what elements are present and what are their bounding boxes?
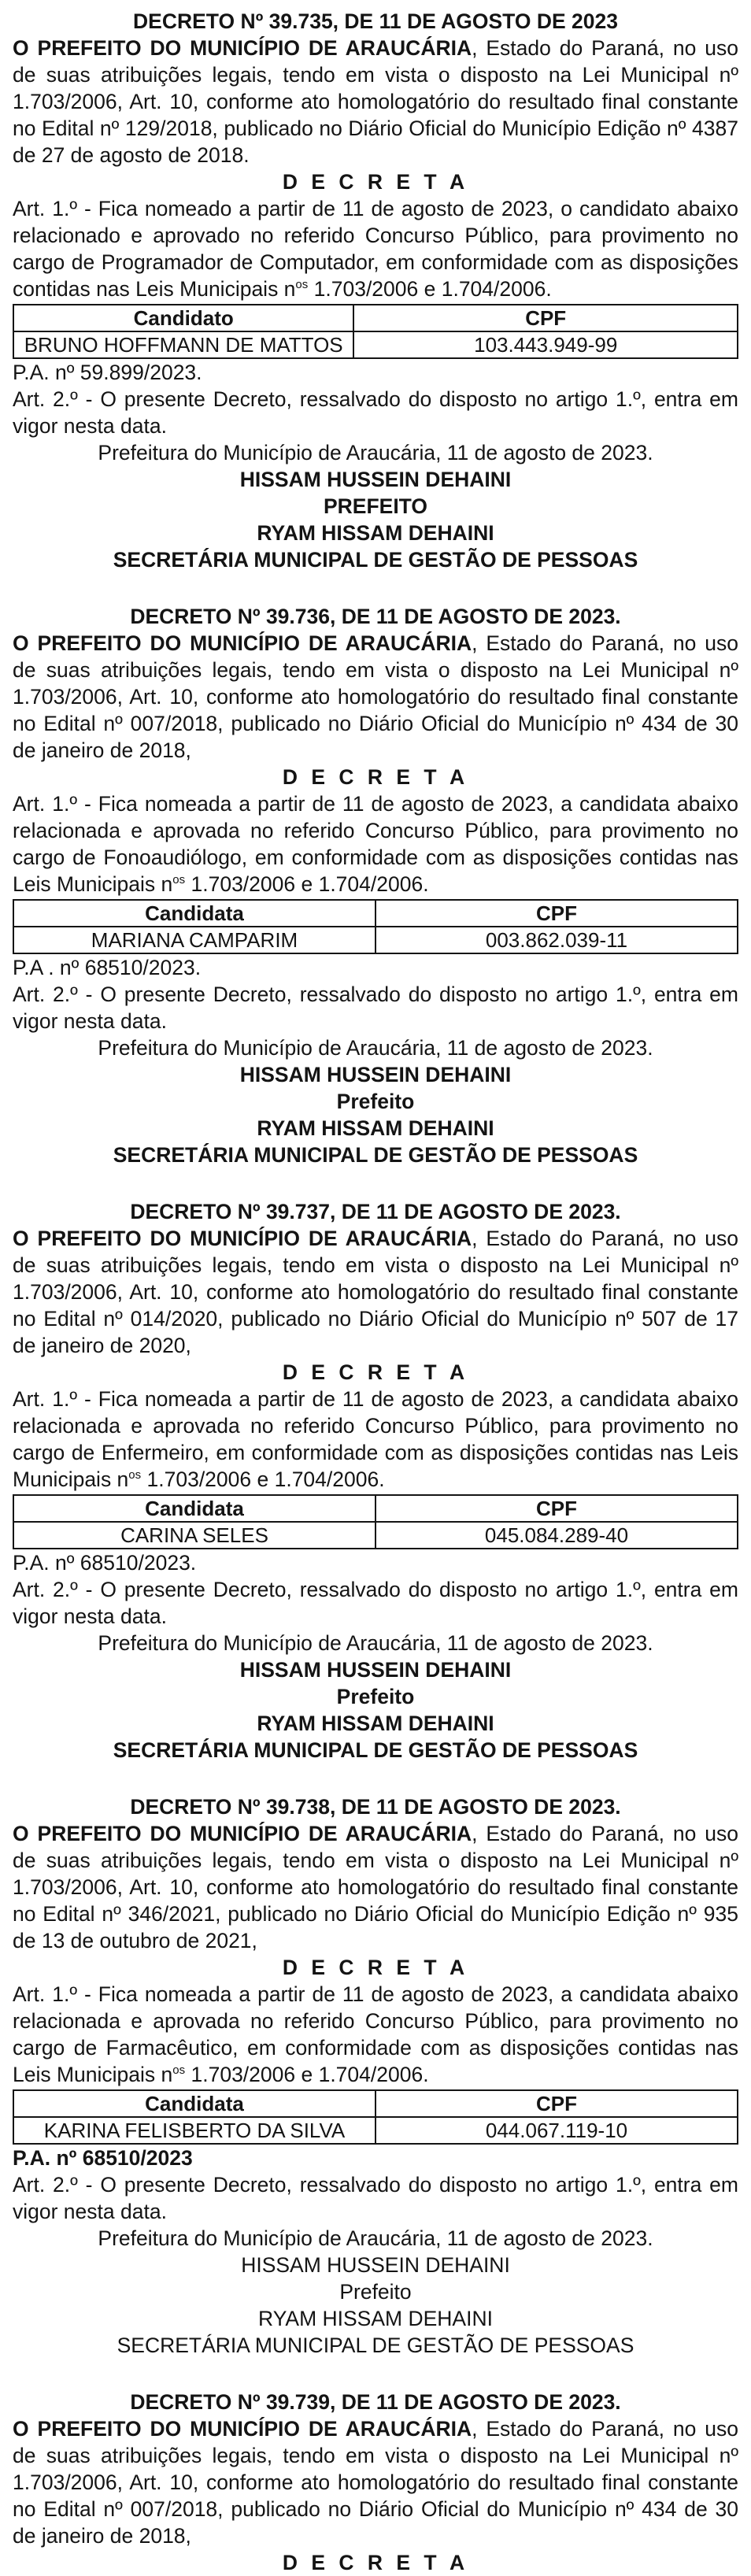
article-2: Art. 2.º - O presente Decreto, ressalvado do disposto no artigo 1.º, entra em vigor nesta data. <box>13 1578 738 1628</box>
article-2: Art. 2.º - O presente Decreto, ressalvado do disposto no artigo 1.º, entra em vigor nesta data. <box>13 983 738 1033</box>
decree-preamble <box>13 1225 738 1359</box>
preamble-text: , Estado do Paraná, no uso de suas atribuições legais, tendo em vista o disposto na Lei Municipal nº 1.703/2006, Art. 10, conforme ato homologatório do resultado final constante no Edital nº 007/2018, publicado no Diário Oficial do Município nº 434 de 30 de janeiro de 2018, <box>13 631 738 762</box>
col-name-header: Candidato <box>13 305 353 331</box>
table-row <box>13 2117 738 2144</box>
decreta-heading: D E C R E T A <box>282 1360 469 1384</box>
table-header-row <box>13 305 738 331</box>
signatory-mayor-role: Prefeito <box>339 2280 412 2304</box>
preamble-authority: O PREFEITO DO MUNICÍPIO DE ARAUCÁRIA <box>13 631 472 655</box>
signatory-secretary: RYAM HISSAM DEHAINI <box>258 2307 493 2330</box>
table-header-row <box>13 900 738 927</box>
decree-39736 <box>13 603 738 1168</box>
article-1-end: 1.703/2006 e 1.704/2006. <box>185 872 429 896</box>
place-date: Prefeitura do Município de Araucária, 11 de agosto de 2023. <box>98 1036 653 1060</box>
decree-title: DECRETO Nº 39.738, DE 11 DE AGOSTO DE 2023. <box>130 1795 621 1819</box>
place-date: Prefeitura do Município de Araucária, 11 de agosto de 2023. <box>98 1631 653 1655</box>
article-1-end: 1.703/2006 e 1.704/2006. <box>308 277 552 301</box>
col-name-header: Candidata <box>13 2090 376 2117</box>
col-cpf-header: CPF <box>376 2090 738 2117</box>
table-row <box>13 331 738 358</box>
decree-39735 <box>13 8 738 573</box>
appointee-cpf: 003.862.039-11 <box>376 927 738 953</box>
appointee-table <box>13 304 738 359</box>
process-number: P.A . nº 68510/2023. <box>13 956 202 979</box>
decreta-heading: D E C R E T A <box>282 1956 469 1979</box>
article-1 <box>13 1386 738 1493</box>
article-1-text: Art. 1.º - Fica nomeado a partir de 11 de agosto de 2023, o candidato abaixo relacionado e aprovado no referido Concurso Público, para provimento no cargo de Programador de Computador, em conformidade com as disposições contidas nas Leis Municipais n <box>13 197 738 301</box>
article-1-sup: os <box>172 2063 186 2078</box>
decree-preamble <box>13 35 738 168</box>
preamble-authority: O PREFEITO DO MUNICÍPIO DE ARAUCÁRIA <box>13 1227 472 1250</box>
appointee-table <box>13 899 738 954</box>
signatory-secretary: RYAM HISSAM DEHAINI <box>257 1712 494 1735</box>
article-1-sup: os <box>172 873 186 887</box>
spacer <box>13 1168 738 1198</box>
decree-preamble <box>13 1820 738 1954</box>
decree-39737 <box>13 1198 738 1764</box>
signatory-mayor: HISSAM HUSSEIN DEHAINI <box>241 2253 510 2277</box>
appointee-name: BRUNO HOFFMANN DE MATTOS <box>13 331 353 358</box>
signatory-mayor: HISSAM HUSSEIN DEHAINI <box>239 468 512 491</box>
appointee-cpf: 103.443.949-99 <box>353 331 738 358</box>
article-1-sup: os <box>295 278 309 292</box>
article-1-text: Art. 1.º - Fica nomeada a partir de 11 de agosto de 2023, a candidata abaixo relacionada e aprovada no referido Concurso Público, para provimento no cargo de Farmacêutico, em conformidade com as disposições contidas nas Leis Municipais n <box>13 1982 738 2086</box>
process-number: P.A. nº 59.899/2023. <box>13 361 202 384</box>
article-1-text: Art. 1.º - Fica nomeada a partir de 11 de agosto de 2023, a candidata abaixo relacionada e aprovada no referido Concurso Público, para provimento no cargo de Enfermeiro, em conformidade com as disposições contidas nas Leis Municipais n <box>13 1387 738 1491</box>
signatory-secretary: RYAM HISSAM DEHAINI <box>257 521 494 545</box>
table-header-row <box>13 2090 738 2117</box>
preamble-authority: O PREFEITO DO MUNICÍPIO DE ARAUCÁRIA <box>13 2417 472 2441</box>
process-number: P.A. nº 68510/2023 <box>13 2146 193 2170</box>
signatory-mayor-role: PREFEITO <box>323 494 428 518</box>
appointee-table <box>13 1494 738 1549</box>
decreta-heading: D E C R E T A <box>282 2551 469 2574</box>
preamble-text: , Estado do Paraná, no uso de suas atribuições legais, tendo em vista o disposto na Lei Municipal nº 1.703/2006, Art. 10, conforme ato homologatório do resultado final constante no Edital nº 346/2021, publicado no Diário Oficial do Município Edição nº 935 de 13 de outubro de 2021, <box>13 1822 738 1952</box>
article-1-end: 1.703/2006 e 1.704/2006. <box>141 1468 385 1491</box>
col-name-header: Candidata <box>13 1495 376 1522</box>
decree-title: DECRETO Nº 39.736, DE 11 DE AGOSTO DE 2023. <box>130 605 621 628</box>
signatory-secretary: RYAM HISSAM DEHAINI <box>257 1116 494 1140</box>
signatory-secretary-role: SECRETÁRIA MUNICIPAL DE GESTÃO DE PESSOAS <box>117 2334 634 2357</box>
preamble-authority: O PREFEITO DO MUNICÍPIO DE ARAUCÁRIA <box>13 1822 472 1845</box>
preamble-text: , Estado do Paraná, no uso de suas atribuições legais, tendo em vista o disposto na Lei Municipal nº 1.703/2006, Art. 10, conforme ato homologatório do resultado final constante no Edital nº 014/2020, publicado no Diário Oficial do Município nº 507 de 17 de janeiro de 2020, <box>13 1227 738 1357</box>
col-name-header: Candidata <box>13 900 376 927</box>
article-2: Art. 2.º - O presente Decreto, ressalvado do disposto no artigo 1.º, entra em vigor nesta data. <box>13 2173 738 2223</box>
col-cpf-header: CPF <box>376 900 738 927</box>
preamble-authority: O PREFEITO DO MUNICÍPIO DE ARAUCÁRIA <box>13 36 472 60</box>
signatory-mayor: HISSAM HUSSEIN DEHAINI <box>239 1063 512 1086</box>
decree-39738 <box>13 1793 738 2359</box>
decreta-heading: D E C R E T A <box>282 765 469 789</box>
place-date: Prefeitura do Município de Araucária, 11 de agosto de 2023. <box>98 441 653 464</box>
article-1 <box>13 790 738 898</box>
decree-title: DECRETO Nº 39.739, DE 11 DE AGOSTO DE 2023. <box>130 2390 621 2414</box>
article-1-text: Art. 1.º - Fica nomeada a partir de 11 de agosto de 2023, a candidata abaixo relacionada e aprovada no referido Concurso Público, para provimento no cargo de Fonoaudiólogo, em conformidade com as disposições contidas nas Leis Municipais n <box>13 792 738 896</box>
signatory-mayor-role: Prefeito <box>336 1685 415 1708</box>
signatory-secretary-role: SECRETÁRIA MUNICIPAL DE GESTÃO DE PESSOAS <box>113 548 638 572</box>
decree-preamble <box>13 2415 738 2549</box>
signatory-mayor-role: Prefeito <box>336 1090 415 1113</box>
decree-preamble <box>13 630 738 764</box>
appointee-cpf: 045.084.289-40 <box>376 1522 738 1549</box>
signatory-mayor: HISSAM HUSSEIN DEHAINI <box>239 1658 512 1682</box>
decreta-heading: D E C R E T A <box>282 170 469 194</box>
preamble-text: , Estado do Paraná, no uso de suas atribuições legais, tendo em vista o disposto na Lei Municipal nº 1.703/2006, Art. 10, conforme ato homologatório do resultado final constante no Edital nº 129/2018, publicado no Diário Oficial do Município Edição nº 4387 de 27 de agosto de 2018. <box>13 36 738 167</box>
spacer <box>13 573 738 603</box>
spacer <box>13 1764 738 1793</box>
appointee-name: KARINA FELISBERTO DA SILVA <box>13 2117 376 2144</box>
appointee-name: MARIANA CAMPARIM <box>13 927 376 953</box>
appointee-table <box>13 2089 738 2145</box>
decree-39739 <box>13 2389 738 2576</box>
decree-title: DECRETO Nº 39.737, DE 11 DE AGOSTO DE 2023. <box>130 1200 621 1223</box>
process-number: P.A. nº 68510/2023. <box>13 1551 197 1575</box>
article-1-end: 1.703/2006 e 1.704/2006. <box>185 2063 429 2086</box>
spacer <box>13 2359 738 2389</box>
preamble-text: , Estado do Paraná, no uso de suas atribuições legais, tendo em vista o disposto na Lei Municipal nº 1.703/2006, Art. 10, conforme ato homologatório do resultado final constante no Edital nº 007/2018, publicado no Diário Oficial do Município nº 434 de 30 de janeiro de 2018, <box>13 2417 738 2548</box>
signatory-secretary-role: SECRETÁRIA MUNICIPAL DE GESTÃO DE PESSOAS <box>113 1738 638 1762</box>
table-row <box>13 1522 738 1549</box>
article-1 <box>13 195 738 302</box>
table-header-row <box>13 1495 738 1522</box>
decree-title: DECRETO Nº 39.735, DE 11 DE AGOSTO DE 2023 <box>133 9 618 33</box>
table-row <box>13 927 738 953</box>
col-cpf-header: CPF <box>376 1495 738 1522</box>
article-1-sup: os <box>128 1468 142 1482</box>
appointee-cpf: 044.067.119-10 <box>376 2117 738 2144</box>
place-date: Prefeitura do Município de Araucária, 11 de agosto de 2023. <box>98 2226 653 2250</box>
article-1 <box>13 1981 738 2088</box>
article-2: Art. 2.º - O presente Decreto, ressalvado do disposto no artigo 1.º, entra em vigor nesta data. <box>13 387 738 438</box>
col-cpf-header: CPF <box>353 305 738 331</box>
signatory-secretary-role: SECRETÁRIA MUNICIPAL DE GESTÃO DE PESSOAS <box>113 1143 638 1167</box>
appointee-name: CARINA SELES <box>13 1522 376 1549</box>
